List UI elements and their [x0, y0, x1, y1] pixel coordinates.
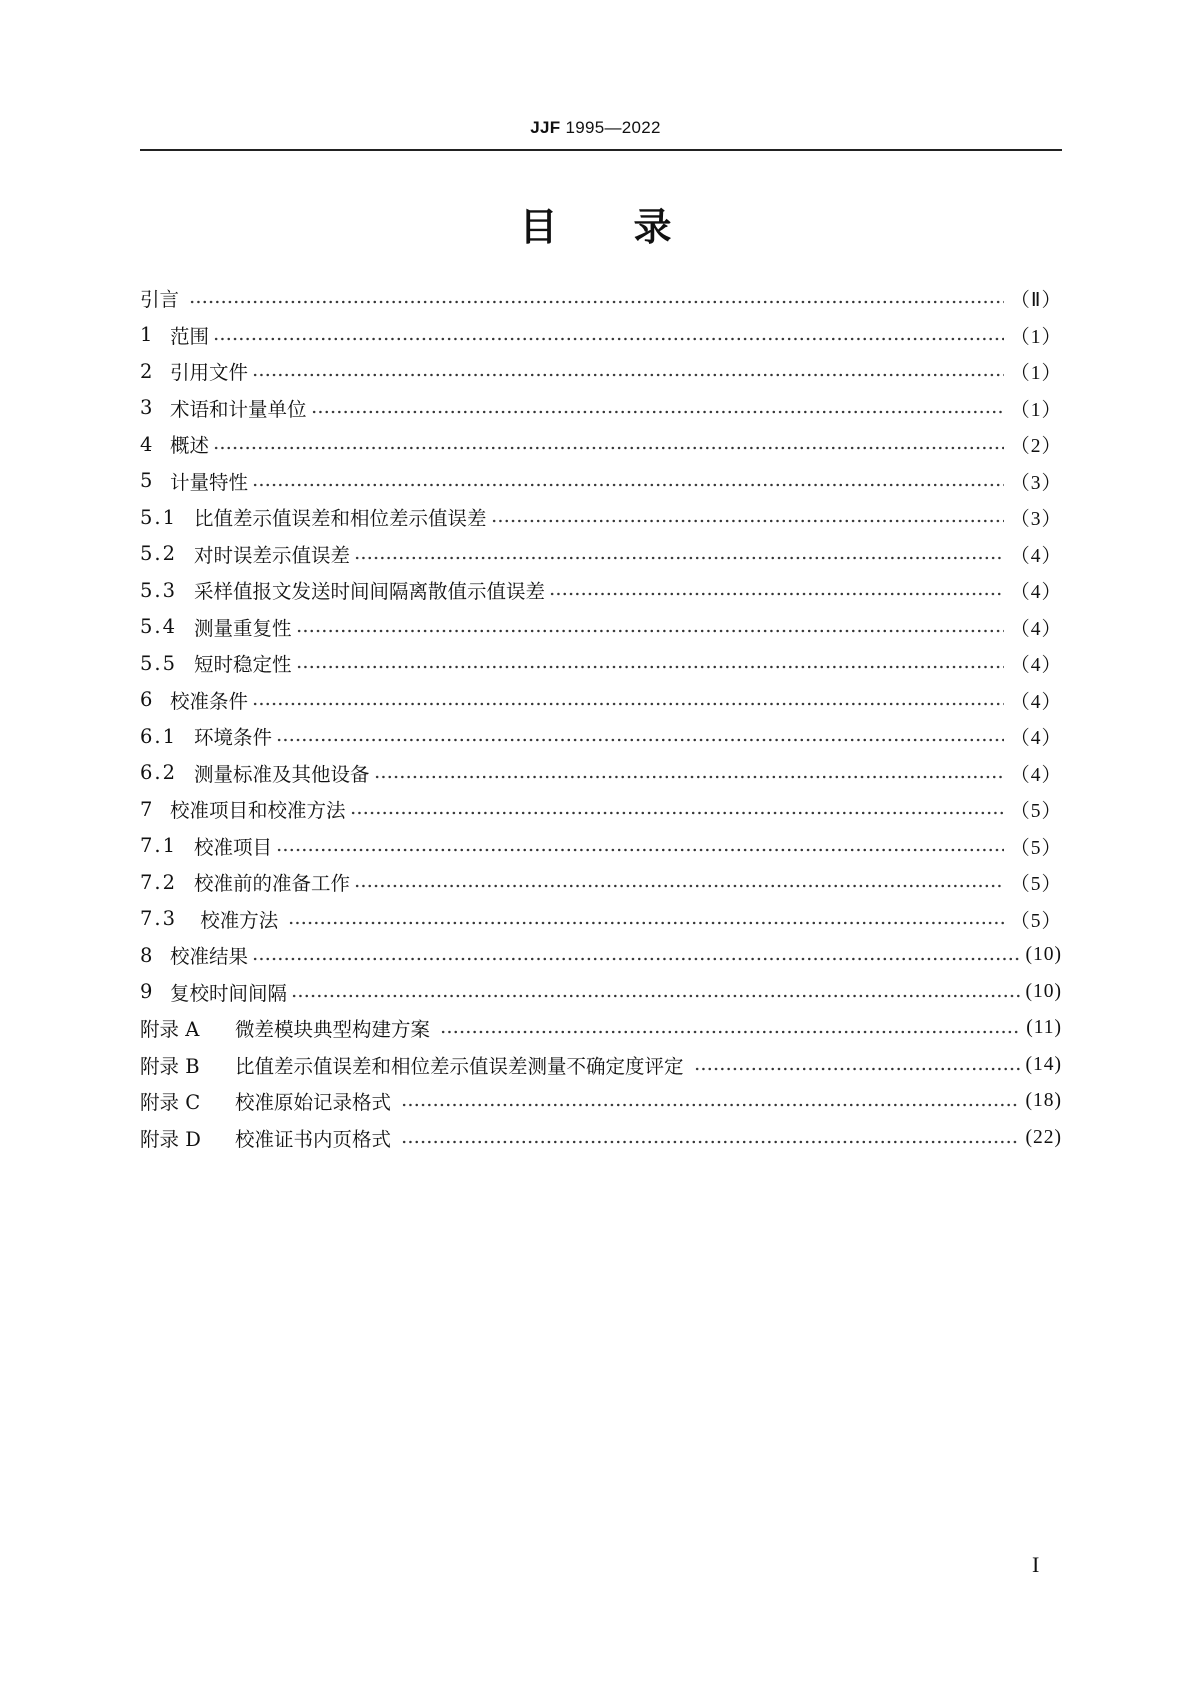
dot-leader — [311, 410, 1005, 414]
toc-entry-title: 微差模块典型构建方案 — [235, 1018, 437, 1042]
toc-entry-page: （5） — [1010, 837, 1062, 859]
toc-entry-page: （4） — [1010, 618, 1062, 640]
toc-entry-title: 计量特性 — [170, 470, 249, 494]
toc-entry-number: 5.3 — [140, 578, 178, 602]
toc-entry-number: 8 — [140, 943, 155, 967]
toc-entry[interactable] — [140, 572, 1062, 609]
toc-entry-number: 7.2 — [140, 870, 178, 894]
toc-entry-number: 2 — [140, 359, 155, 383]
dot-leader — [296, 629, 1005, 633]
toc-entry[interactable] — [140, 901, 1062, 938]
toc-entry-number: 4 — [140, 432, 155, 456]
toc-entry-page: (22) — [1025, 1126, 1062, 1148]
toc-entry-title: 术语和计量单位 — [170, 397, 307, 421]
dot-leader — [213, 337, 1004, 341]
toc-entry-page: （3） — [1010, 509, 1062, 531]
dot-leader — [549, 592, 1004, 596]
toc-entry-title: 引言 — [140, 288, 186, 312]
toc-entry-title: 采样值报文发送时间间隔离散值示值误差 — [194, 580, 546, 604]
dot-leader — [350, 811, 1005, 815]
toc-entry[interactable] — [140, 645, 1062, 682]
dot-leader — [440, 1030, 1020, 1034]
toc-entry[interactable] — [140, 864, 1062, 901]
dot-leader — [252, 702, 1004, 706]
toc-entry-page: (11) — [1026, 1017, 1062, 1039]
toc-entry-number: 附录 C — [140, 1091, 201, 1115]
dot-leader — [291, 994, 1019, 998]
toc-entry-page: (18) — [1025, 1090, 1062, 1112]
toc-entry-number: 1 — [140, 323, 155, 347]
title-char: 目 — [519, 205, 558, 249]
dot-leader — [401, 1140, 1019, 1144]
dot-leader — [189, 300, 1004, 304]
page-number: I — [1032, 1552, 1040, 1577]
toc-entry-title: 测量重复性 — [194, 616, 292, 640]
toc-entry-title: 校准条件 — [170, 689, 249, 713]
toc-entry-number: 6.2 — [140, 761, 178, 785]
toc-entry-number: 6.1 — [140, 724, 178, 748]
toc-entry-page: (10) — [1025, 944, 1062, 966]
toc-entry-number: 7.1 — [140, 834, 178, 858]
toc-entry[interactable] — [140, 1120, 1062, 1157]
toc-entry-number: 6 — [140, 688, 155, 712]
toc-entry-title: 校准证书内页格式 — [235, 1127, 398, 1151]
toc-entry[interactable] — [140, 1010, 1062, 1047]
toc-entry-title: 引用文件 — [170, 361, 249, 385]
dot-leader — [252, 957, 1019, 961]
toc-entry-page: （5） — [1010, 874, 1062, 896]
toc-entry-page: (10) — [1025, 980, 1062, 1002]
dot-leader — [694, 1067, 1020, 1071]
toc-entry[interactable] — [140, 974, 1062, 1011]
toc-entry-title: 短时稳定性 — [194, 653, 292, 677]
toc-entry[interactable] — [140, 390, 1062, 427]
toc-entry[interactable] — [140, 280, 1062, 317]
toc-entry-number: 3 — [140, 396, 155, 420]
toc-entry-page: （1） — [1010, 399, 1062, 421]
toc-entry-title: 比值差示值误差和相位差示值误差测量不确定度评定 — [235, 1054, 690, 1078]
toc-entry-page: （4） — [1010, 764, 1062, 786]
toc-entry[interactable] — [140, 1047, 1062, 1084]
toc-entry-number: 5.5 — [140, 651, 178, 675]
toc-entry-page: （1） — [1010, 363, 1062, 385]
toc-entry[interactable] — [140, 755, 1062, 792]
toc-entry-page: （4） — [1010, 728, 1062, 750]
toc-entry-page: （1） — [1010, 326, 1062, 348]
toc-entry-title: 校准项目和校准方法 — [170, 799, 346, 823]
standard-code: JJF — [530, 118, 561, 137]
dot-leader — [213, 446, 1004, 450]
dot-leader — [354, 556, 1004, 560]
toc-entry[interactable] — [140, 718, 1062, 755]
toc-entry-title: 概述 — [170, 434, 210, 458]
dot-leader — [354, 884, 1004, 888]
table-of-contents — [140, 280, 1062, 1156]
toc-entry-title: 环境条件 — [194, 726, 273, 750]
dot-leader — [401, 1103, 1019, 1107]
toc-entry-title: 测量标准及其他设备 — [194, 762, 370, 786]
toc-entry-number: 7 — [140, 797, 155, 821]
toc-entry[interactable] — [140, 1083, 1062, 1120]
toc-entry[interactable] — [140, 426, 1062, 463]
dot-leader — [252, 373, 1004, 377]
toc-entry-number: 附录 B — [140, 1054, 200, 1078]
toc-entry-title: 对时误差示值误差 — [194, 543, 351, 567]
title-char: 录 — [633, 205, 672, 249]
toc-entry-page: （4） — [1010, 545, 1062, 567]
toc-entry-page: （5） — [1010, 801, 1062, 823]
toc-entry[interactable] — [140, 937, 1062, 974]
toc-entry[interactable] — [140, 353, 1062, 390]
toc-entry[interactable] — [140, 609, 1062, 646]
toc-entry-title: 比值差示值误差和相位差示值误差 — [194, 507, 487, 531]
toc-entry[interactable] — [140, 682, 1062, 719]
toc-entry-number: 5 — [140, 469, 155, 493]
header-rule — [140, 149, 1062, 151]
toc-entry-number: 附录 D — [140, 1127, 201, 1151]
toc-entry-page: （5） — [1010, 910, 1062, 932]
toc-entry-title: 范围 — [170, 324, 210, 348]
toc-entry-title: 复校时间间隔 — [170, 981, 288, 1005]
toc-entry-number: 5.1 — [140, 505, 178, 529]
toc-entry-page: （4） — [1010, 582, 1062, 604]
toc-entry-number: 5.4 — [140, 615, 178, 639]
toc-entry-title: 校准结果 — [170, 945, 249, 969]
toc-entry[interactable] — [140, 499, 1062, 536]
dot-leader — [296, 665, 1005, 669]
toc-entry-title: 校准原始记录格式 — [235, 1091, 398, 1115]
running-header — [0, 118, 1191, 138]
toc-entry[interactable] — [140, 791, 1062, 828]
dot-leader — [374, 775, 1005, 779]
toc-entry-number: 9 — [140, 980, 155, 1004]
toc-entry-page: （4） — [1010, 655, 1062, 677]
dot-leader — [276, 738, 1004, 742]
toc-entry-title: 校准前的准备工作 — [194, 872, 351, 896]
toc-entry-page: （3） — [1010, 472, 1062, 494]
toc-entry-title: 校准项目 — [194, 835, 273, 859]
dot-leader — [491, 519, 1005, 523]
toc-entry-number: 7.3 — [140, 907, 178, 931]
toc-entry-page: （4） — [1010, 691, 1062, 713]
dot-leader — [288, 921, 1004, 925]
toc-entry[interactable] — [140, 828, 1062, 865]
page-title — [0, 196, 1191, 251]
toc-entry[interactable] — [140, 317, 1062, 354]
toc-entry[interactable] — [140, 536, 1062, 573]
toc-entry-page: (14) — [1025, 1053, 1062, 1075]
toc-entry-title: 校准方法 — [194, 908, 285, 932]
toc-entry-number: 附录 A — [140, 1018, 200, 1042]
toc-entry-page: （Ⅱ） — [1010, 290, 1062, 312]
toc-entry-number: 5.2 — [140, 542, 178, 566]
standard-number: 1995—2022 — [565, 118, 661, 137]
toc-entry-page: （2） — [1010, 436, 1062, 458]
dot-leader — [252, 483, 1004, 487]
dot-leader — [276, 848, 1004, 852]
toc-entry[interactable] — [140, 463, 1062, 500]
